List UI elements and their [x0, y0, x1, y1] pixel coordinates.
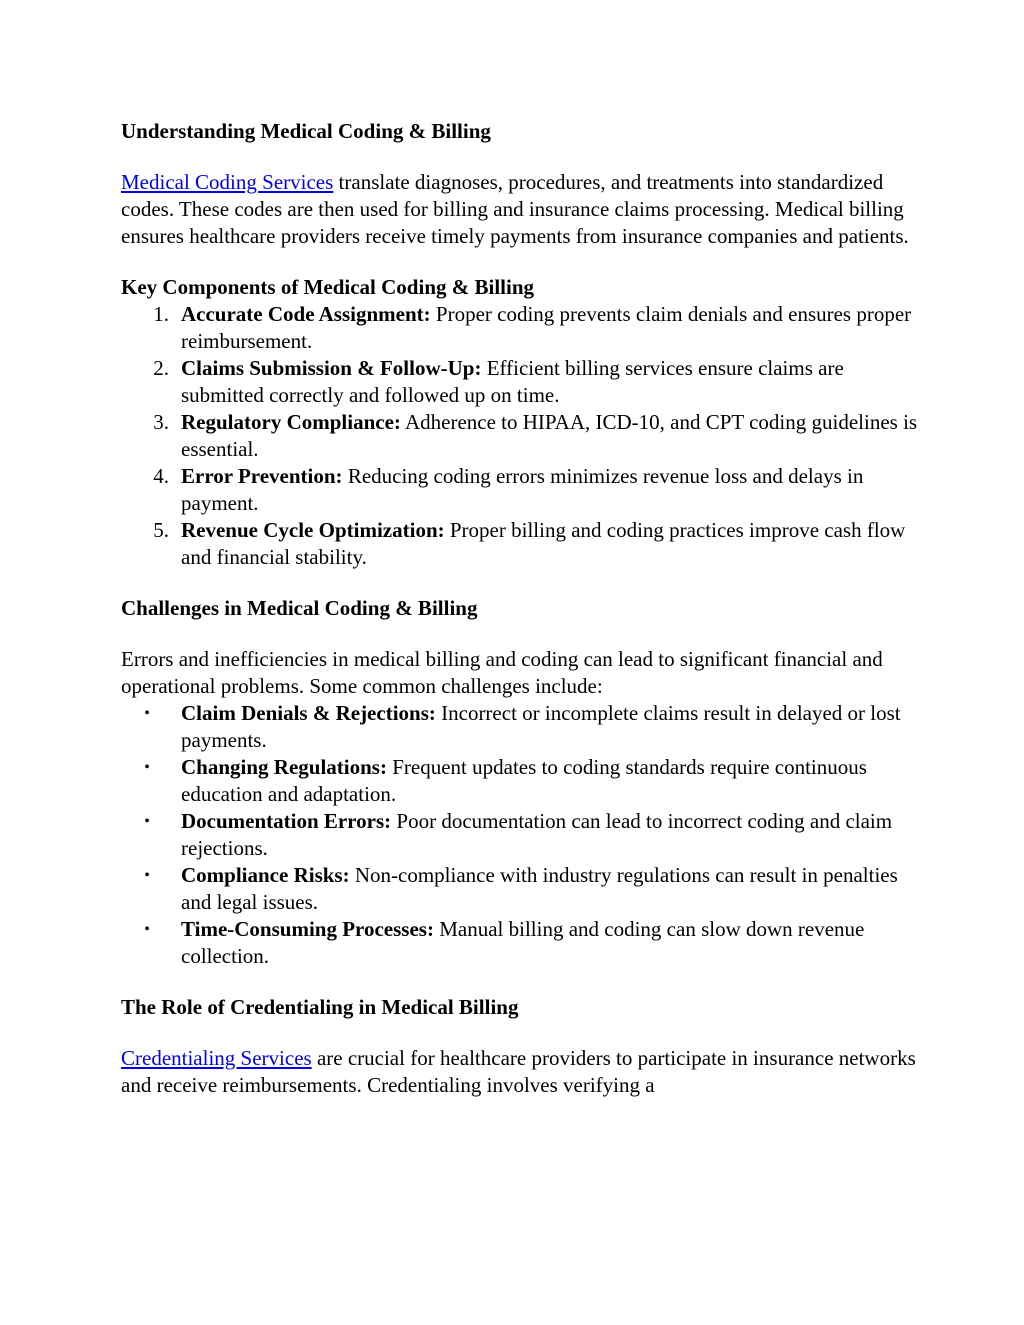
section-heading-key-components: Key Components of Medical Coding & Billing [121, 275, 535, 299]
list-item-text: Non-compliance with industry regulations can result in penalties and legal issues. [181, 863, 898, 914]
list-marker: 2. [153, 356, 169, 380]
list-item [121, 700, 921, 754]
credentialing-paragraph [121, 1045, 921, 1099]
document-page [121, 118, 921, 1099]
list-item-text: Proper coding prevents claim denials and ensures proper reimbursement. [181, 302, 912, 353]
list-item-text: Proper billing and coding practices improve cash flow and financial stability. [181, 518, 906, 569]
credentialing-services-link[interactable]: Credentialing Services [121, 1046, 312, 1070]
list-item-term: Time-Consuming Processes: [181, 917, 434, 941]
intro-paragraph-text: translate diagnoses, procedures, and treatments into standardized codes. These codes are then used for billing and insurance claims processing. Medical billing ensures healthcare providers receive timely payments from insurance companies and patients. [121, 170, 909, 248]
list-item [121, 301, 921, 355]
list-item-term: Compliance Risks: [181, 863, 350, 887]
list-item-term: Revenue Cycle Optimization: [181, 518, 445, 542]
bullet-icon: • [144, 813, 150, 830]
list-marker: 5. [153, 518, 169, 542]
section-heading-challenges: Challenges in Medical Coding & Billing [121, 596, 478, 620]
list-item-text: Frequent updates to coding standards require continuous education and adaptation. [181, 755, 867, 806]
list-item [121, 517, 921, 571]
list-item-text: Efficient billing services ensure claims are submitted correctly and followed up on time. [181, 356, 844, 407]
list-item [121, 862, 921, 916]
list-item-term: Changing Regulations: [181, 755, 387, 779]
section-heading-credentialing: The Role of Credentialing in Medical Billing [121, 995, 519, 1019]
section-heading-understanding: Understanding Medical Coding & Billing [121, 119, 491, 143]
list-item-text: Poor documentation can lead to incorrect coding and claim rejections. [181, 809, 893, 860]
list-item-term: Accurate Code Assignment: [181, 302, 431, 326]
list-item [121, 754, 921, 808]
bullet-icon: • [144, 867, 150, 884]
list-marker: 3. [153, 410, 169, 434]
list-item-term: Regulatory Compliance: [181, 410, 401, 434]
list-item-text: Adherence to HIPAA, ICD-10, and CPT coding guidelines is essential. [181, 410, 918, 461]
list-item-term: Claims Submission & Follow-Up: [181, 356, 482, 380]
challenges-list [121, 700, 921, 970]
list-item-text: Reducing coding errors minimizes revenue loss and delays in payment. [181, 464, 864, 515]
list-item [121, 808, 921, 862]
bullet-icon: • [144, 705, 150, 722]
list-item-term: Error Prevention: [181, 464, 343, 488]
list-item [121, 463, 921, 517]
bullet-icon: • [144, 921, 150, 938]
list-item-text: Manual billing and coding can slow down revenue collection. [181, 917, 865, 968]
credentialing-paragraph-text: are crucial for healthcare providers to participate in insurance networks and receive reimbursements. Credentialing involves verifying a [121, 1046, 916, 1097]
challenges-paragraph: Errors and inefficiencies in medical billing and coding can lead to significant financial and operational problems. Some common challenges include: [121, 647, 883, 698]
list-item [121, 916, 921, 970]
bullet-icon: • [144, 759, 150, 776]
medical-coding-services-link[interactable]: Medical Coding Services [121, 170, 334, 194]
list-marker: 4. [153, 464, 169, 488]
list-item [121, 355, 921, 409]
list-marker: 1. [153, 302, 169, 326]
list-item-text: Incorrect or incomplete claims result in delayed or lost payments. [181, 701, 901, 752]
key-components-list [121, 301, 921, 571]
list-item [121, 409, 921, 463]
list-item-term: Claim Denials & Rejections: [181, 701, 436, 725]
intro-paragraph [121, 169, 921, 250]
list-item-term: Documentation Errors: [181, 809, 392, 833]
